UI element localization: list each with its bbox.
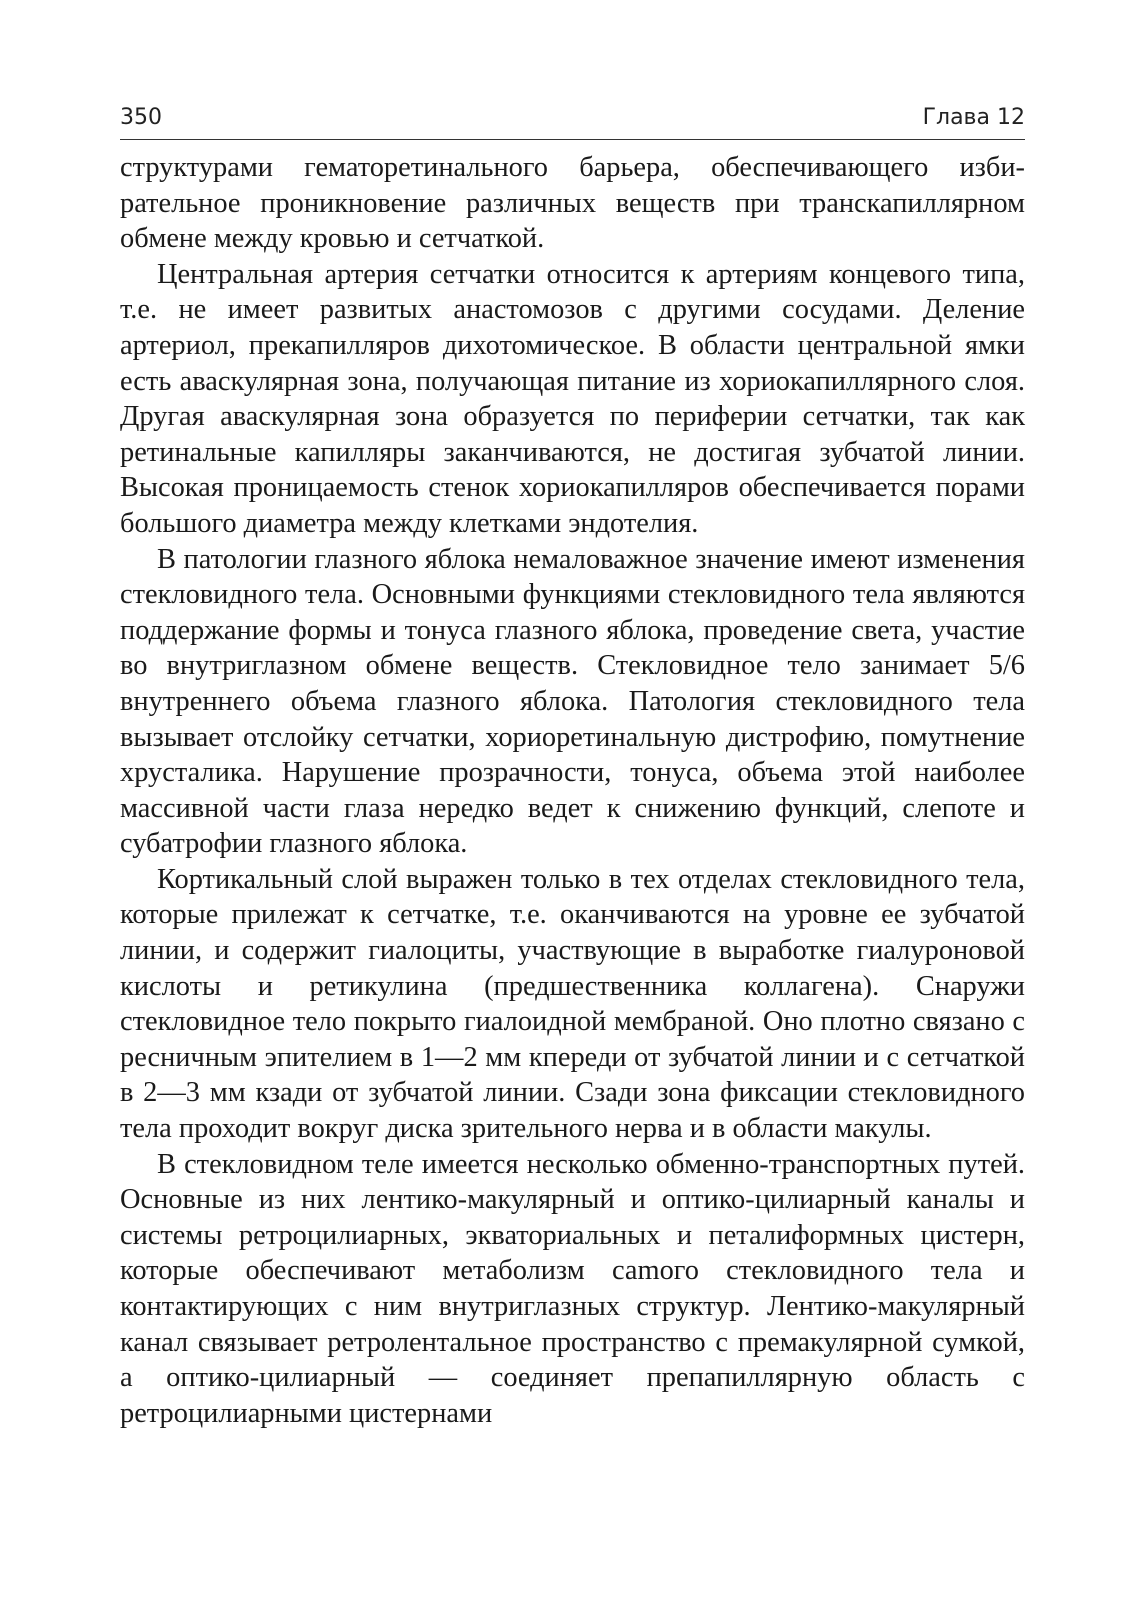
book-page bbox=[120, 105, 1025, 1431]
paragraph: Центральная артерия сетчатки относится к артериям концевого типа, т.е. не имеет развитых анастомозов с другими сосудами. Деление артериол, прекапилляров дихотомическое. В области центральной ямки есть аваскулярная зона, получающая питание из хориокапиллярного слоя. Другая аваскулярная зона образуется по периферии сетчатки, так как ретинальные капилляры заканчиваются, не достигая зубчатой линии. Высокая проницаемость стенок хориокапилляров обеспечивается порами большого диаметра между клетками эндотелия. bbox=[120, 258, 1025, 539]
running-header bbox=[120, 105, 1025, 140]
paragraph: структурами гематоретинального барьера, обеспечивающего избирательное проникновение различных веществ при транскапиллярном обмене между кровью и сетчаткой. bbox=[120, 152, 1025, 255]
paragraph: В патологии глазного яблока немаловажное значение имеют изменения стекловидного тела. Основными функциями стекловидного тела являются поддержание формы и тонуса глазного яблока, проведение света, участие во внутриглазном обмене веществ. Стекловидное тело занимает 5/6 внутреннего объема глазного яблока. Патология стекловидного тела вызывает отслойку сетчатки, хориоретинальную дистрофию, помутнение хрусталика. Нарушение прозрачности, тонуса, объема этой наиболее массивной части глаза нередко ведет к снижению функций, слепоте и субатрофии глазного яблока. bbox=[120, 543, 1025, 860]
chapter-title: Глава 12 bbox=[922, 105, 1025, 130]
body-text bbox=[120, 150, 1025, 1431]
page-number: 350 bbox=[120, 105, 162, 130]
paragraph: В стекловидном теле имеется несколько обменно-транспортных путей. Основные из них лентико-макулярный и оптико-цилиарный каналы и системы ретроцилиарных, экваториальных и петалиформных цистерн, которые обеспечивают метаболизм саmого стекловидного тела и контактирующих с ним внутриглазных структур. Лентико-макулярный канал связывает ретролентальное пространство с премакулярной сумкой, а оптико-цилиарный — соединяет препапиллярную область с ретроцилиарными цистернами bbox=[120, 1148, 1025, 1429]
paragraph: Кортикальный слой выражен только в тех отделах стекловидного тела, которые прилежат к сетчатке, т.е. оканчиваются на уровне ее зубчатой линии, и содержит гиалоциты, участвующие в выработке гиалуроновой кислоты и ретикулина (предшественника коллагена). Снаружи стекловидное тело покрыто гиалоидной мембраной. Оно плотно связано с ресничным эпителием в 1—2 мм кпереди от зубчатой линии и с сетчаткой в 2—3 мм кзади от зубчатой линии. Сзади зона фиксации стекловидного тела проходит вокруг диска зрительного нерва и в области макулы. bbox=[120, 863, 1025, 1145]
